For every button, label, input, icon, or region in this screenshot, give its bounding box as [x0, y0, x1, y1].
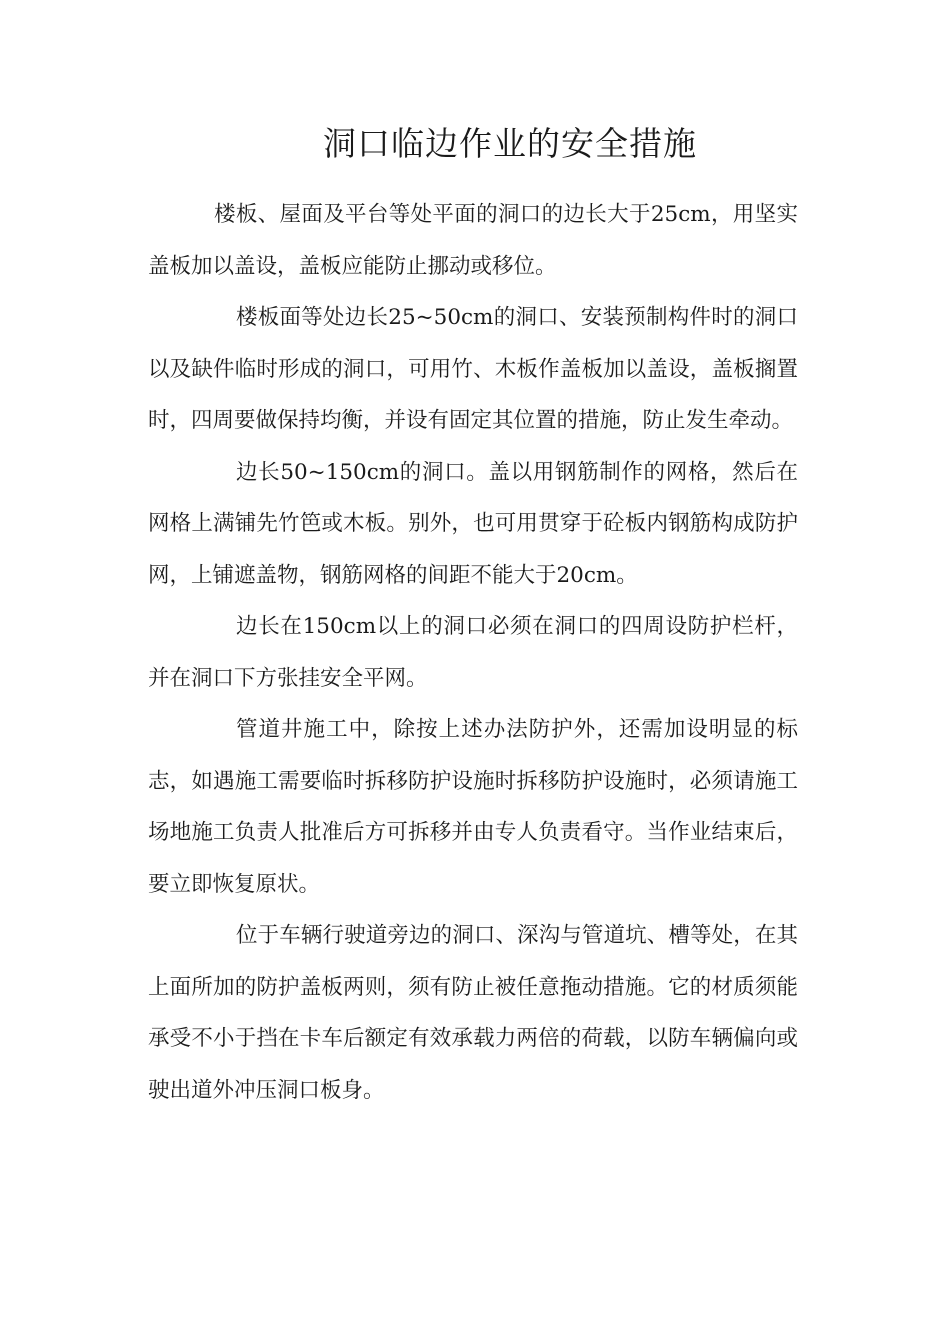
paragraph-pipe-shaft: 管道井施工中，除按上述办法防护外，还需加设明显的标志，如遇施工需要临时拆移防护设施时拆移防护设施时，必须请施工场地施工负责人批准后方可拆移并由专人负责看守。当作业结束后，要立即恢复原状。 [148, 717, 798, 897]
paragraph-over-150cm-openings: 边长在150cm以上的洞口必须在洞口的四周设防护栏杆，并在洞口下方张挂安全平网。 [148, 614, 798, 691]
document-body [148, 189, 798, 1116]
paragraph-small-openings: 楼板、屋面及平台等处平面的洞口的边长大于25cm，用坚实盖板加以盖设，盖板应能防止挪动或移位。 [148, 202, 798, 279]
paragraph-25-50cm-openings: 楼板面等处边长25~50cm的洞口、安装预制构件时的洞口以及缺件临时形成的洞口，可用竹、木板作盖板加以盖设，盖板搁置时，四周要做保持均衡，并设有固定其位置的措施，防止发生牵动。 [148, 305, 798, 433]
paragraph-roadside-openings: 位于车辆行驶道旁边的洞口、深沟与管道坑、槽等处，在其上面所加的防护盖板两则，须有防止被任意拖动措施。它的材质须能承受不小于挡在卡车后额定有效承载力两倍的荷载，以防车辆偏向或驶出道外冲压洞口板身。 [148, 923, 798, 1103]
paragraph-50-150cm-openings: 边长50~150cm的洞口。盖以用钢筋制作的网格，然后在网格上满铺先竹笆或木板。别外，也可用贯穿于砼板内钢筋构成防护网，上铺遮盖物，钢筋网格的间距不能大于20cm。 [148, 459, 798, 588]
document-title: 洞口临边作业的安全措施 [323, 124, 697, 163]
